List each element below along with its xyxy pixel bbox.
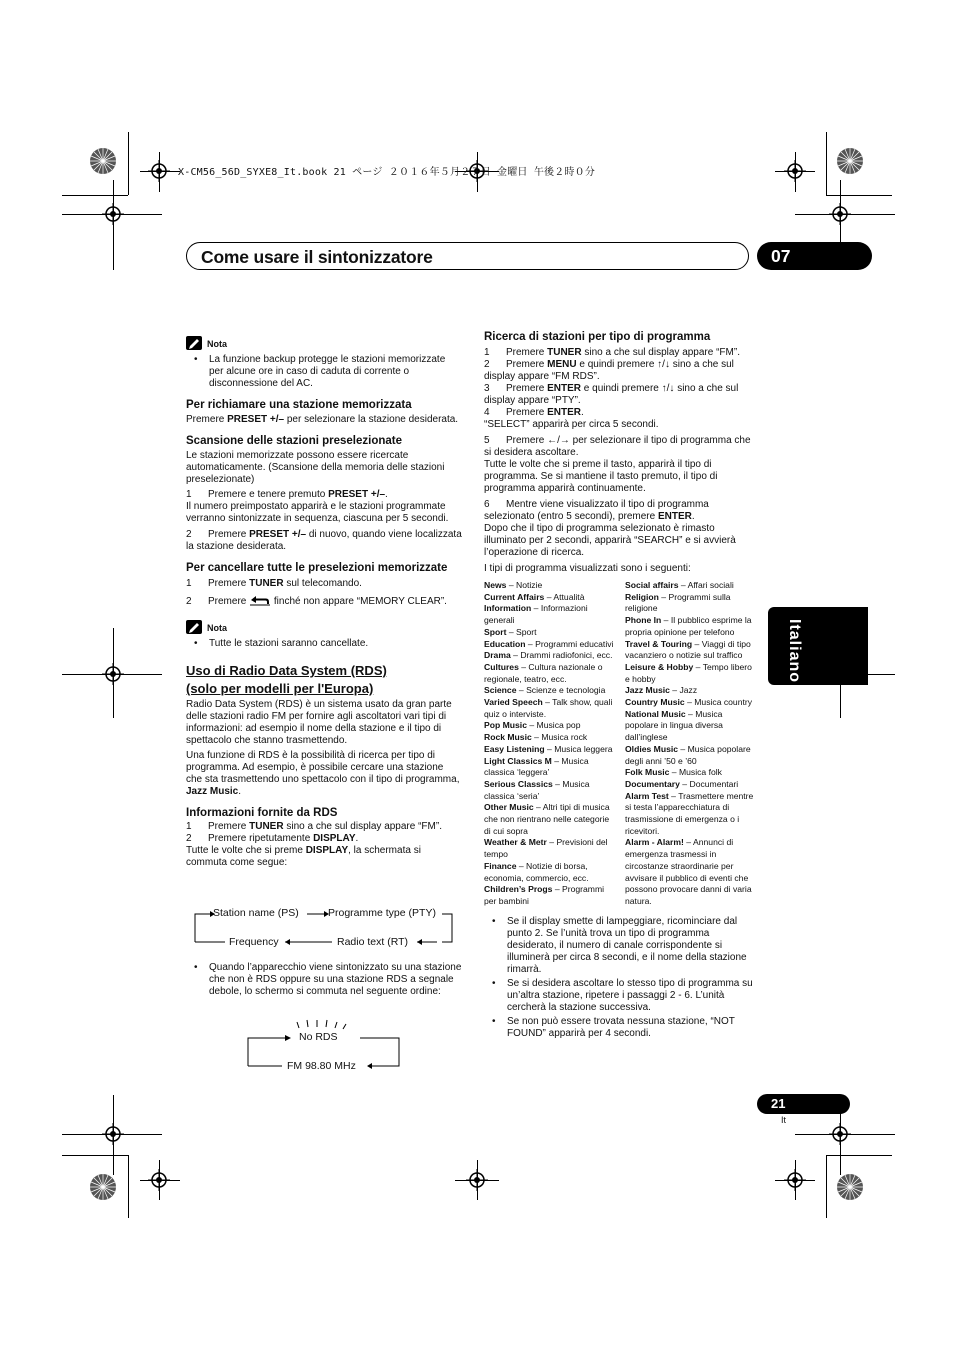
pty-description: Musica popolare in lingua diversa dall’inglese [625, 708, 723, 743]
pty-description: Il pubblico esprime la propria opinione per telefono [625, 615, 752, 637]
pty-description: Programmi educativi [535, 638, 614, 649]
pty-name: Drama [484, 650, 511, 661]
pty-description: Affari sociali [687, 580, 734, 590]
pty-description: Cultura nazionale o regionale, teatro, ecc. [484, 661, 603, 684]
pty-entry: Country Music – Musica country [625, 697, 753, 708]
nota-label: Nota [207, 339, 227, 349]
registration-mark-icon [829, 1123, 851, 1145]
pty-description: Attualità [553, 591, 585, 602]
pty-name: Documentary [625, 778, 680, 789]
pty-entry: News – Notizie [484, 580, 543, 590]
rds-paragraph-2: Una funzione di RDS è la possibilità di ricerca per tipo di programma. Ad esempio, è possibile cercare una stazione che sta trasmettendo uno spettacolo con il tipo di programma, Jazz Music. [186, 750, 460, 797]
scan-step-1-detail: Il numero preimpostato apparirà e le stazioni programmate verranno sintonizzate in sequenza, ciascuna per 5 secondi. [186, 501, 449, 524]
no-rds-note [186, 962, 462, 998]
pty-name: Phone In [625, 615, 662, 626]
note-pencil-icon [186, 336, 202, 350]
pty-entry: Weather & Metr – Previsioni del tempo [484, 837, 608, 860]
pty-name: Other Music [484, 802, 534, 813]
pty-entry: Current Affairs – Attualità [484, 591, 585, 602]
pty-entry: Science – Scienze e tecnologia [484, 685, 606, 696]
pty-entry: Pop Music – Musica pop [484, 720, 581, 731]
pty-description: Programmi sulla religione [625, 591, 731, 614]
pty-name: Jazz Music [625, 685, 670, 696]
pty-entry: Light Classics M – Musica classica ‘leggera’ [484, 755, 589, 778]
print-header: X-CM56_56D_SYXE8_It.book 21 ページ ２０１６年５月２７日 金曜日 午後２時０分 [178, 167, 596, 178]
registration-mark-icon [102, 1123, 124, 1145]
pty-name: Children’s Progs [484, 884, 553, 895]
page-language-code: It [781, 1115, 787, 1125]
section-heading-clear: Per cancellare tutte le preselezioni memorizzate [186, 562, 448, 574]
pty-name: Folk Music [625, 767, 670, 778]
right-column [484, 330, 759, 575]
pty-description: Musica rock [541, 732, 588, 743]
pty-step-6-detail: Dopo che il tipo di programma selezionato è rimasto illuminato per 2 secondi, apparirà “SEARCH” e si avvierà l’operazione di ricerca. [484, 523, 736, 558]
pty-description: Trasmettere mentre si testa l’apparecchiatura di trasmissione di emergenza o i ricevitori. [625, 790, 754, 836]
pty-entry: Phone In – Il pubblico esprime la propria opinione per telefono [625, 615, 752, 637]
diagram-frequency: Frequency [229, 936, 279, 948]
pty-description: Scienze e tecnologia [526, 685, 606, 696]
pty-name: Cultures [484, 661, 519, 672]
pty-description: Altri tipi di musica che non rientrano nelle categorie di cui sopra [484, 802, 610, 836]
pty-bullets [484, 916, 760, 1040]
pty-list-right [625, 580, 757, 908]
clear-step-2: 2 Premere finché non appare “MEMORY CLEAR”. [186, 596, 447, 607]
pty-step-1: 1 Premere TUNER sino a che sul display appare “FM”. [484, 347, 740, 358]
info-step-2-detail: Tutte le volte che si preme DISPLAY, la schermata si commuta come segue: [186, 845, 421, 868]
pty-step-3: 3 Premere ENTER e quindi premere ↑/↓ sino a che sul display appare “PTY”. [484, 383, 739, 406]
pty-description: Musica classica ‘leggera’ [484, 755, 589, 778]
pty-description: Jazz [679, 685, 698, 696]
pty-entry: Documentary – Documentari [625, 778, 739, 789]
pty-name: News [484, 580, 507, 590]
page-number: 21 [771, 1096, 786, 1111]
pty-step-5: 5 Premere ←/→ per selezionare il tipo di programma che si desidera ascoltare. [484, 435, 751, 458]
pty-bullet-3: • Se non può essere trovata nessuna stazione, “NOT FOUND” apparirà per 4 secondi. [484, 1016, 760, 1040]
pty-name: Weather & Metr [484, 837, 547, 848]
pty-name: Rock Music [484, 732, 532, 743]
pty-description: Previsioni del tempo [484, 837, 608, 860]
pty-bullet-2: • Se si desidera ascoltare lo stesso tipo di programma su un’altra stazione, ripetere i passaggi 2 - 6. L’unità cercherà la stazione successiva. [484, 978, 760, 1014]
scan-step-2: 2 Premere PRESET +/– di nuovo, quando viene localizzata la stazione desiderata. [186, 529, 462, 552]
pty-description: Musica country [694, 697, 753, 708]
pty-name: Alarm - Alarm! [625, 837, 684, 848]
pty-step-5-detail: Tutte le volte che si preme il tasto, apparirà il tipo di programma. Se si mantiene il tasto premuto, il tipo di programma apparirà continuamente. [484, 459, 718, 494]
pty-entry: Sport – Sport [484, 626, 537, 637]
pty-name: Social affairs [625, 580, 679, 590]
registration-mark-icon [784, 160, 806, 182]
pty-list-left [484, 580, 618, 908]
pty-name: Information [484, 603, 532, 614]
registration-mark-icon [102, 203, 124, 225]
no-rds-bullet: • Quando l’apparecchio viene sintonizzato su una stazione che non è RDS oppure su una stazione RDS a segnale debole, lo schermo si commuta nel seguente ordine: [186, 962, 462, 998]
pty-bullet-1: • Se il display smette di lampeggiare, ricominciare dal punto 2. Se l’unità trova un tipo di programma desiderato, il numero di canale corrispondente si illuminerà per circa 8 secondi, e il nome della stazione rimarrà. [484, 916, 760, 976]
pty-entry: Leisure & Hobby – Tempo libero e hobby [625, 661, 752, 684]
pty-name: Pop Music [484, 720, 527, 731]
chapter-title-bar [186, 242, 749, 270]
registration-mark-icon [466, 1169, 488, 1191]
nota-text: • La funzione backup protegge le stazioni memorizzate per alcune ore in caso di caduta di corrente o disconnessione del AC. [186, 354, 462, 390]
pty-description: Drammi radiofonici, ecc. [520, 650, 613, 661]
section-heading-recall: Per richiamare una stazione memorizzata [186, 399, 412, 411]
pty-entry: Children’s Progs – Programmi per bambini [484, 884, 605, 906]
pty-name: Sport [484, 626, 507, 637]
pty-entry: Drama – Drammi radiofonici, ecc. [484, 650, 613, 661]
pty-name: Religion [625, 591, 659, 602]
pty-description: Viaggi di tipo vacanziero o notizie sul traffico [625, 638, 751, 661]
pty-step-4: 4 Premere ENTER. [484, 407, 584, 418]
pty-entry: Travel & Touring – Viaggi di tipo vacanziero o notizie sul traffico [625, 638, 751, 661]
pty-entry: Alarm - Alarm! – Annunci di emergenza trasmessi in circostanze straordinarie per avvisare il pubblico di eventi che possono provocare danni di varia natura. [625, 837, 752, 906]
nota-text: • Tutte le stazioni saranno cancellate. [186, 638, 462, 650]
pty-entry: Religion – Programmi sulla religione [625, 591, 731, 614]
diagram-radio-text: Radio text (RT) [337, 936, 408, 948]
pty-entry: Information – Informazioni generali [484, 603, 588, 626]
chapter-number-badge [757, 242, 872, 270]
section-heading-rds: Uso di Radio Data System (RDS) (solo per modelli per l'Europa) [186, 663, 387, 696]
pty-name: Country Music [625, 697, 685, 708]
pty-entry: Social affairs – Affari sociali [625, 580, 734, 590]
pty-description: Tempo libero e hobby [625, 661, 752, 684]
pty-name: Current Affairs [484, 591, 545, 602]
pty-types-intro: I tipi di programma visualizzati sono i seguenti: [484, 563, 691, 574]
pty-entry: Serious Classics – Musica classica ‘seria’ [484, 778, 590, 801]
pty-entry: Other Music – Altri tipi di musica che non rientrano nelle categorie di cui sopra [484, 802, 610, 836]
color-registration-icon [836, 147, 864, 175]
section-heading-info: Informazioni fornite da RDS [186, 807, 338, 819]
pty-name: Light Classics M [484, 755, 552, 766]
pty-entry: Jazz Music – Jazz [625, 685, 698, 696]
pty-description: Sport [516, 626, 537, 637]
pty-entry: Finance – Notizie di borsa, economia, commercio, ecc. [484, 860, 589, 883]
pty-description: Notizie [516, 580, 543, 590]
pty-description: Musica popolare degli anni ’50 e ’60 [625, 743, 751, 766]
color-registration-icon [836, 1173, 864, 1201]
registration-mark-icon [829, 203, 851, 225]
pty-name: National Music [625, 708, 686, 719]
pty-name: Oldies Music [625, 743, 679, 754]
pty-description: Musica pop [536, 720, 581, 731]
pty-entry: Alarm Test – Trasmettere mentre si testa l’apparecchiatura di trasmissione di emergenza o i ricevitori. [625, 790, 754, 836]
info-step-2: 2 Premere ripetutamente DISPLAY. [186, 833, 359, 844]
pty-description: Programmi per bambini [484, 884, 605, 906]
pty-entry: Oldies Music – Musica popolare degli anni ’50 e ’60 [625, 743, 751, 766]
pty-step-2: 2 Premere MENU e quindi premere ↑/↓ sino a che sul display appare “FM RDS”. [484, 359, 734, 382]
pty-name: Varied Speech [484, 697, 543, 708]
pty-name: Easy Listening [484, 743, 545, 754]
chapter-number: 07 [771, 246, 791, 266]
info-step-1: 1 Premere TUNER sino a che sul display appare “FM”. [186, 821, 442, 832]
pty-description: Talk show, quali quiz o interviste. [484, 697, 613, 719]
pty-name: Serious Classics [484, 778, 553, 789]
pty-description: Documentari [689, 778, 739, 789]
pty-step-6: 6 Mentre viene visualizzato il tipo di programma selezionato (entro 5 secondi), premere ENTER. [484, 499, 709, 522]
pty-name: Travel & Touring [625, 638, 693, 649]
language-tab [768, 607, 868, 685]
page-number-badge [757, 1094, 850, 1114]
pty-step-4-detail: “SELECT” apparirà per circa 5 secondi. [484, 419, 659, 430]
pty-entry: National Music – Musica popolare in lingua diversa dall’inglese [625, 708, 723, 743]
pty-entry: Folk Music – Musica folk [625, 767, 722, 778]
clear-step-1: 1 Premere TUNER sul telecomando. [186, 578, 362, 589]
pty-name: Alarm Test [625, 790, 669, 801]
pty-entry: Cultures – Cultura nazionale o regionale, teatro, ecc. [484, 661, 603, 684]
pty-description: Informazioni generali [484, 603, 588, 626]
pty-description: Annunci di emergenza trasmessi in circostanze straordinarie per avvisare il pubblico di eventi che possono provocare danni di varia natura. [625, 837, 752, 906]
page-title: Come usare il sintonizzatore [201, 247, 433, 267]
pty-entry: Rock Music – Musica rock [484, 732, 588, 743]
rds-paragraph-1: Radio Data System (RDS) è un sistema usato da gran parte delle stazioni radio FM per fornire agli ascoltatori vari tipi di informazioni: ad esempio il nome della stazione e il tipo di spettacolo che stanno trasmettendo. [186, 699, 452, 746]
nota-label: Nota [207, 623, 227, 633]
note-pencil-icon [186, 620, 202, 634]
language-tab-label: Italiano [786, 619, 803, 684]
pty-name: Leisure & Hobby [625, 661, 694, 672]
pty-entry: Education – Programmi educativi [484, 638, 614, 649]
pty-description: Musica leggera [554, 743, 613, 754]
diagram-fm-frequency: FM 98.80 MHz [287, 1060, 356, 1072]
pty-entry: Varied Speech – Talk show, quali quiz o interviste. [484, 697, 613, 719]
pty-description: Musica folk [678, 767, 722, 778]
registration-mark-icon [148, 1169, 170, 1191]
scan-intro: Le stazioni memorizzate possono essere ricercate automaticamente. (Scansione della memoria delle stazioni preselezionate) [186, 450, 445, 485]
registration-mark-icon [148, 160, 170, 182]
pty-name: Education [484, 638, 526, 649]
return-arrow-icon [249, 594, 271, 606]
diagram-no-rds: No RDS [299, 1031, 338, 1043]
diagram-programme-type: Programme type (PTY) [328, 907, 436, 919]
section-heading-scan: Scansione delle stazioni preselezionate [186, 435, 403, 447]
pty-description: Musica classica ‘seria’ [484, 778, 590, 801]
pty-entry: Easy Listening – Musica leggera [484, 743, 613, 754]
diagram-station-name: Station name (PS) [213, 907, 299, 919]
pty-name: Science [484, 685, 517, 696]
nota-box-2 [186, 620, 462, 635]
left-column [186, 336, 462, 869]
section-heading-pty-search: Ricerca di stazioni per tipo di programma [484, 331, 711, 343]
registration-mark-icon [784, 1169, 806, 1191]
pty-description: Notizie di borsa, economia, commercio, ecc. [484, 860, 589, 883]
registration-mark-icon [102, 663, 124, 685]
recall-paragraph: Premere PRESET +/– per selezionare la stazione desiderata. [186, 414, 459, 425]
scan-step-1: 1 Premere e tenere premuto PRESET +/–. [186, 489, 388, 500]
color-registration-icon [89, 147, 117, 175]
nota-box [186, 336, 462, 351]
pty-name: Finance [484, 860, 517, 871]
color-registration-icon [89, 1173, 117, 1201]
